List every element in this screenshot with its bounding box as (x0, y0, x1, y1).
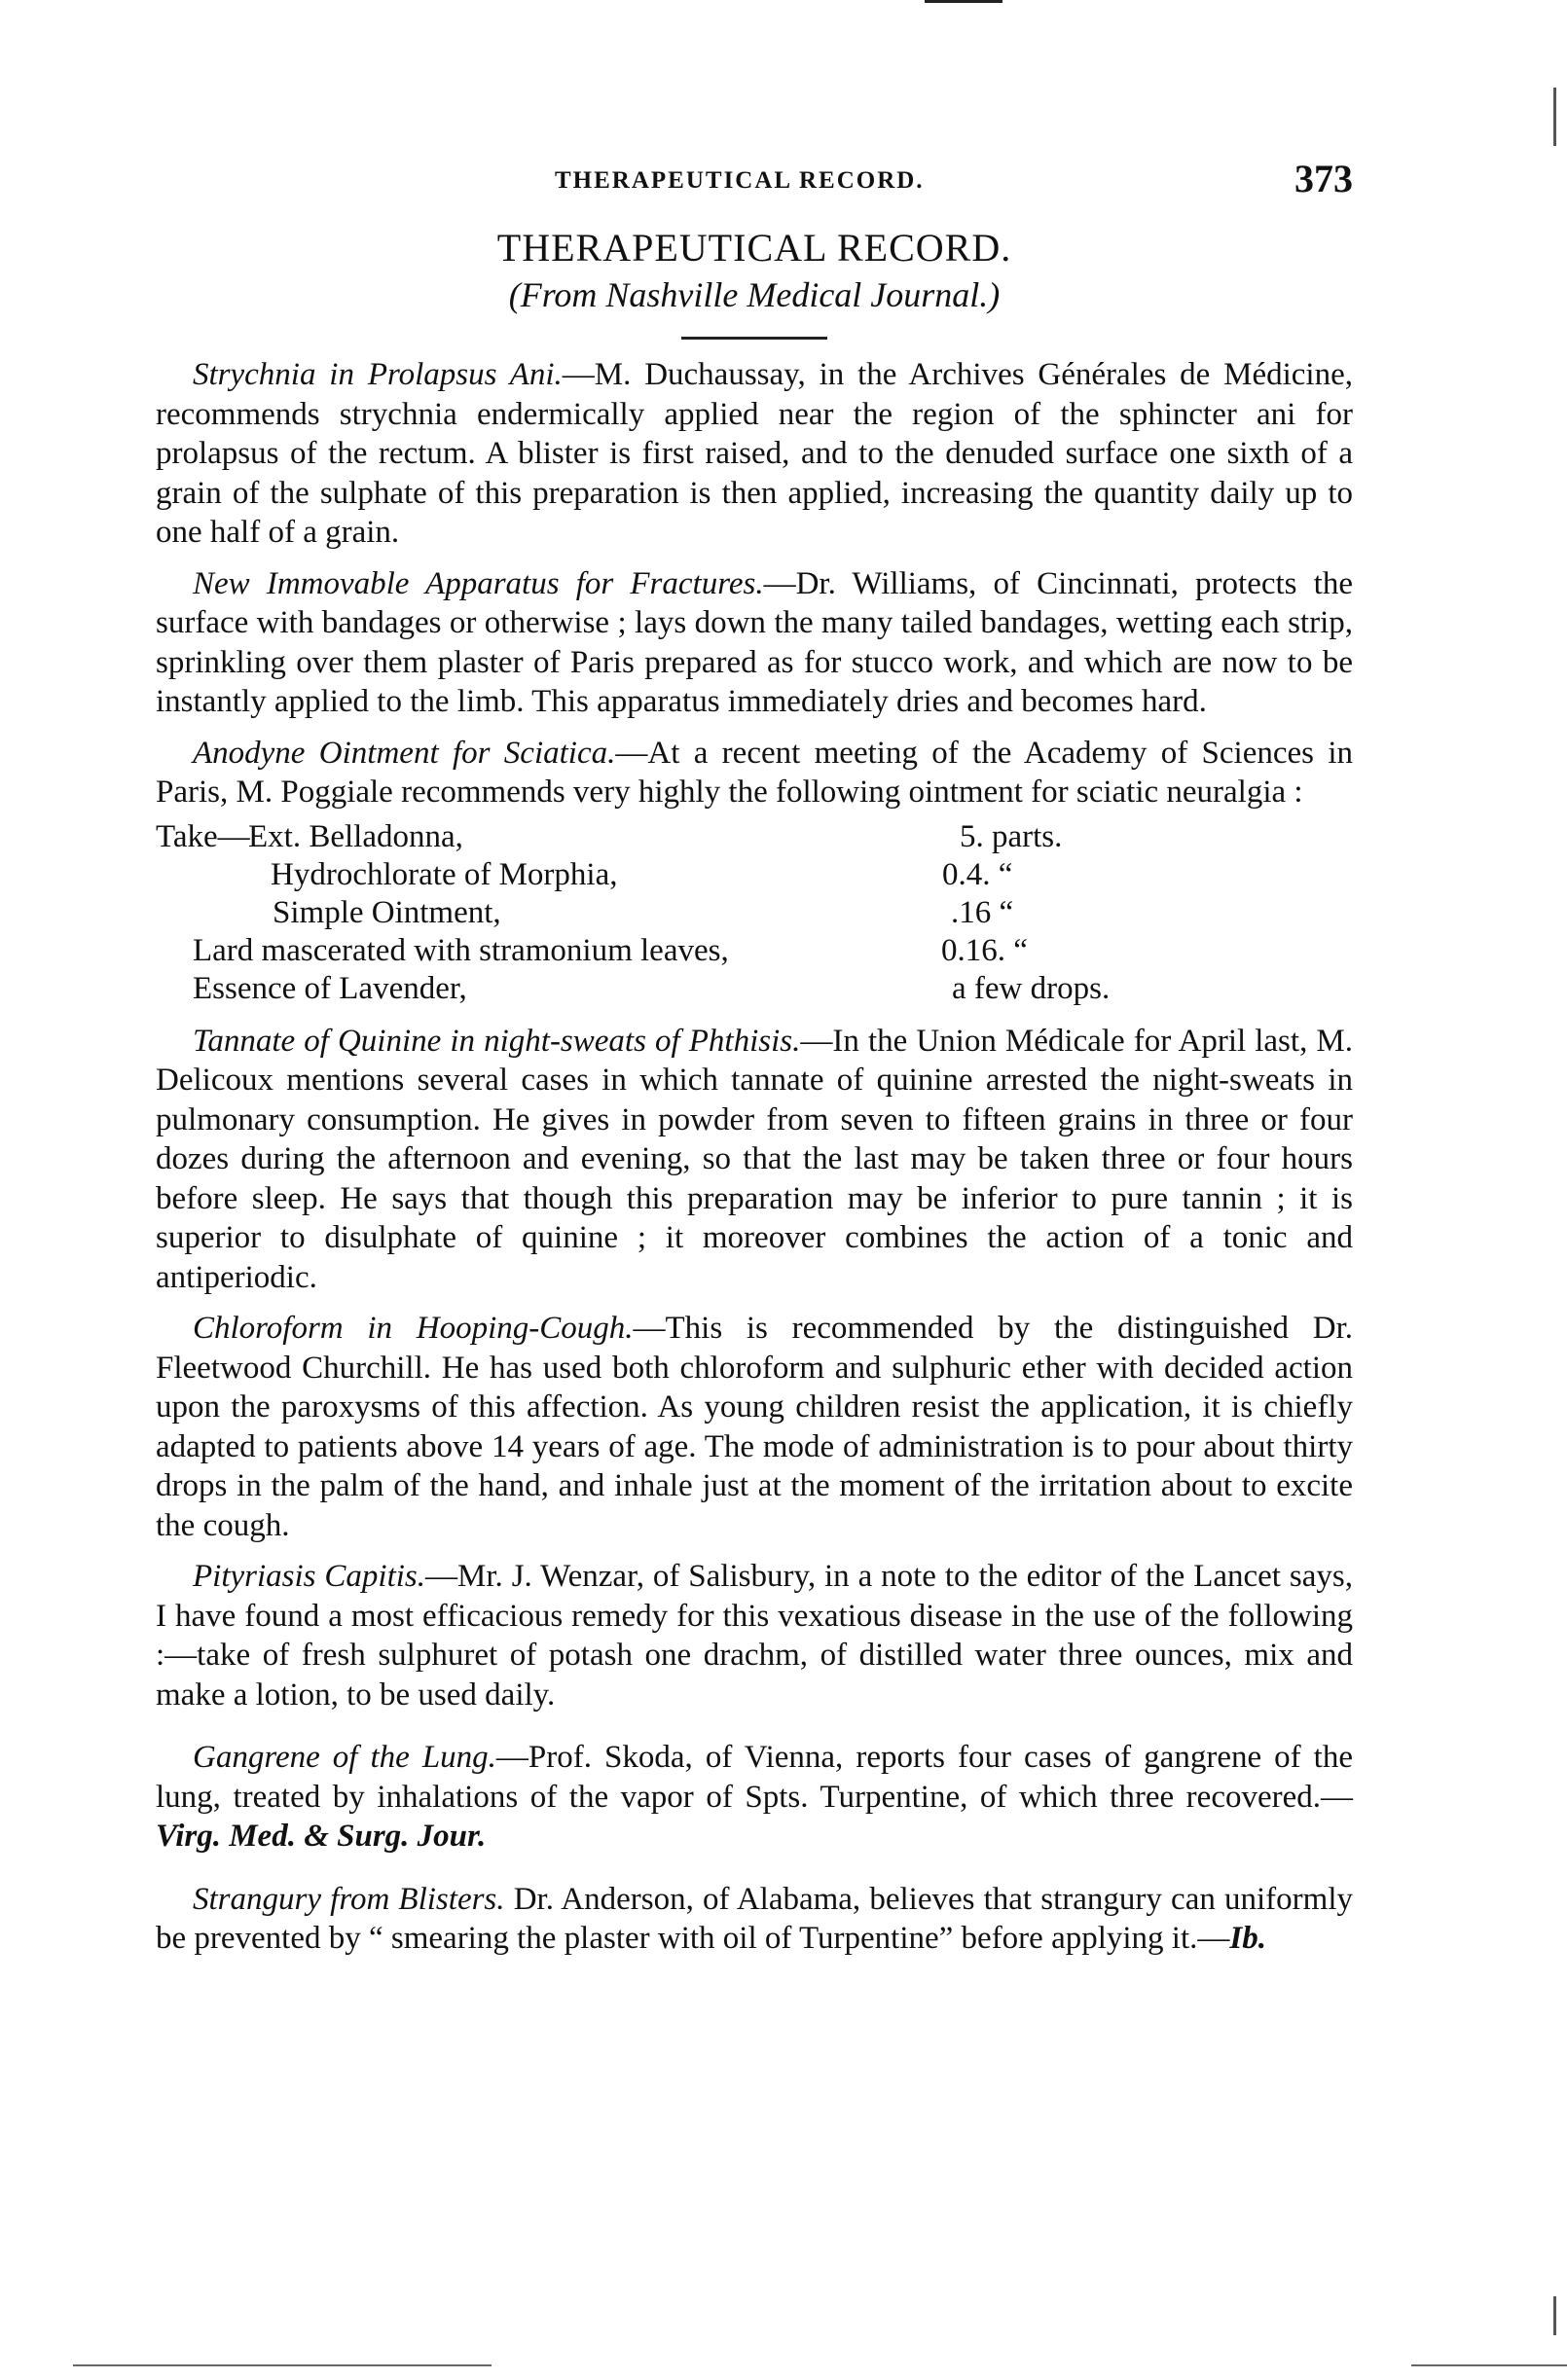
recipe-quantity: .16 “ (951, 894, 1014, 930)
article-lead: Pityriasis Capitis. (193, 1559, 426, 1594)
recipe-row (156, 932, 1353, 970)
article-paragraph (156, 1880, 1353, 1959)
article-body: —In the Union Médicale for April last, M. Delicoux mentions several cases in which tannate of quinine arrested the night-sweats in pulmonary consumption. He gives in powder from seven to fifteen grains in three or four dozes during the afternoon and evening, so that the last may be taken three or four hours before sleep. He says that though this preparation may be inferior to pure tannin ; it is superior to disulphate of quinine ; it moreover combines the action of a tonic and antiperiodic. (156, 1023, 1353, 1295)
recipe-row (156, 818, 1353, 856)
heading-rule (681, 337, 827, 340)
source-line: (From Nashville Medical Journal.) (508, 275, 1001, 314)
recipe-ingredient: Hydrochlorate of Morphia, (271, 856, 618, 892)
recipe-row (156, 894, 1353, 932)
recipe-table (156, 818, 1353, 1008)
bottom-edge-rule (1411, 2364, 1567, 2366)
recipe-quantity: 0.16. “ (941, 932, 1028, 968)
bottom-edge-rule (73, 2364, 492, 2366)
article-lead: Gangrene of the Lung. (193, 1740, 496, 1775)
article-paragraph (156, 1738, 1353, 1857)
article-lead: Strangury from Blisters. (193, 1881, 505, 1917)
page-number: 373 (1294, 157, 1353, 200)
article-citation: Virg. Med. & Surg. Jour. (156, 1819, 487, 1854)
page-edge-mark (1553, 2296, 1556, 2335)
recipe-take: Take— (156, 818, 250, 854)
recipe-ingredient: Ext. Belladonna, (248, 818, 463, 854)
recipe-ingredient: Essence of Lavender, (193, 970, 467, 1006)
section-heading (156, 224, 1353, 340)
article-lead: Anodyne Ointment for Sciatica. (193, 735, 616, 771)
article-lead: Chloroform in Hooping-Cough. (193, 1311, 634, 1346)
article-lead: Strychnia in Prolapsus Ani. (193, 357, 563, 392)
running-head-title: THERAPEUTICAL RECORD. (555, 167, 925, 194)
article-body: —M. Duchaussay, in the Archives Générales de Médicine, recommends strychnia endermically applied near the region of the sphincter ani for prolapsus of the rectum. A blister is first raised, and to the denuded surface one sixth of a grain of the sulphate of this preparation is then applied, increasing the quantity daily up to one half of a grain. (156, 357, 1353, 550)
article-body: —Mr. J. Wenzar, of Salisbury, in a note to the editor of the Lancet says, I have found a most efficacious remedy for this vexatious disease in the use of the following :—take of fresh sulphuret of potash one drachm, of distilled water three ounces, mix and make a lotion, to be used daily. (156, 1559, 1353, 1713)
recipe-row (156, 856, 1353, 894)
article-lead: Tannate of Quinine in night-sweats of Phthisis. (193, 1023, 801, 1059)
article-lead: New Immovable Apparatus for Fractures. (193, 565, 764, 601)
article-paragraph (156, 1557, 1353, 1714)
section-title: THERAPEUTICAL RECORD. (496, 226, 1012, 270)
recipe-ingredient: Simple Ointment, (273, 894, 501, 930)
article-paragraph (156, 734, 1353, 812)
article-citation: Ib. (1229, 1921, 1266, 1956)
page-edge-mark (1553, 88, 1556, 146)
article-body: —Prof. Skoda, of Vienna, reports four cases of gangrene of the lung, treated by inhalations of the vapor of Spts. Turpentine, of which three recovered.— (156, 1740, 1353, 1815)
article-paragraph (156, 1022, 1353, 1298)
article-paragraph (156, 564, 1353, 722)
article-body: —At a recent meeting of the Academy of Sciences in Paris, M. Poggiale recommends very highly the following ointment for sciatic neuralgia : (156, 735, 1353, 810)
article-body: Dr. Anderson, of Alabama, believes that strangury can uniformly be prevented by “ smearing the plaster with oil of Turpentine” before applying it.— (156, 1881, 1353, 1956)
article-paragraph (156, 1309, 1353, 1545)
recipe-quantity: 5. parts. (960, 818, 1063, 854)
recipe-row (156, 970, 1353, 1008)
article-body: —Dr. Williams, of Cincinnati, protects the surface with bandages or otherwise ; lays down the many tailed bandages, wetting each strip, sprinkling over them plaster of Paris prepared as for stucco work, and which are now to be instantly applied to the limb. This apparatus immediately dries and becomes hard. (156, 565, 1353, 719)
recipe-ingredient: Lard mascerated with stramonium leaves, (193, 932, 729, 968)
article-body: —This is recommended by the distinguished Dr. Fleetwood Churchill. He has used both chloroform and sulphuric ether with decided action upon the paroxysms of this affection. As young children resist the application, it is chiefly adapted to patients above 14 years of age. The mode of administration is to pour about thirty drops in the palm of the hand, and inhale just at the moment of the irritation about to excite the cough. (156, 1311, 1353, 1543)
recipe-quantity: a few drops. (952, 970, 1111, 1006)
top-edge-rule (925, 0, 1002, 3)
article-paragraph (156, 355, 1353, 553)
recipe-quantity: 0.4. “ (942, 856, 1013, 892)
article-column (156, 355, 1353, 1970)
running-head (156, 156, 1353, 204)
